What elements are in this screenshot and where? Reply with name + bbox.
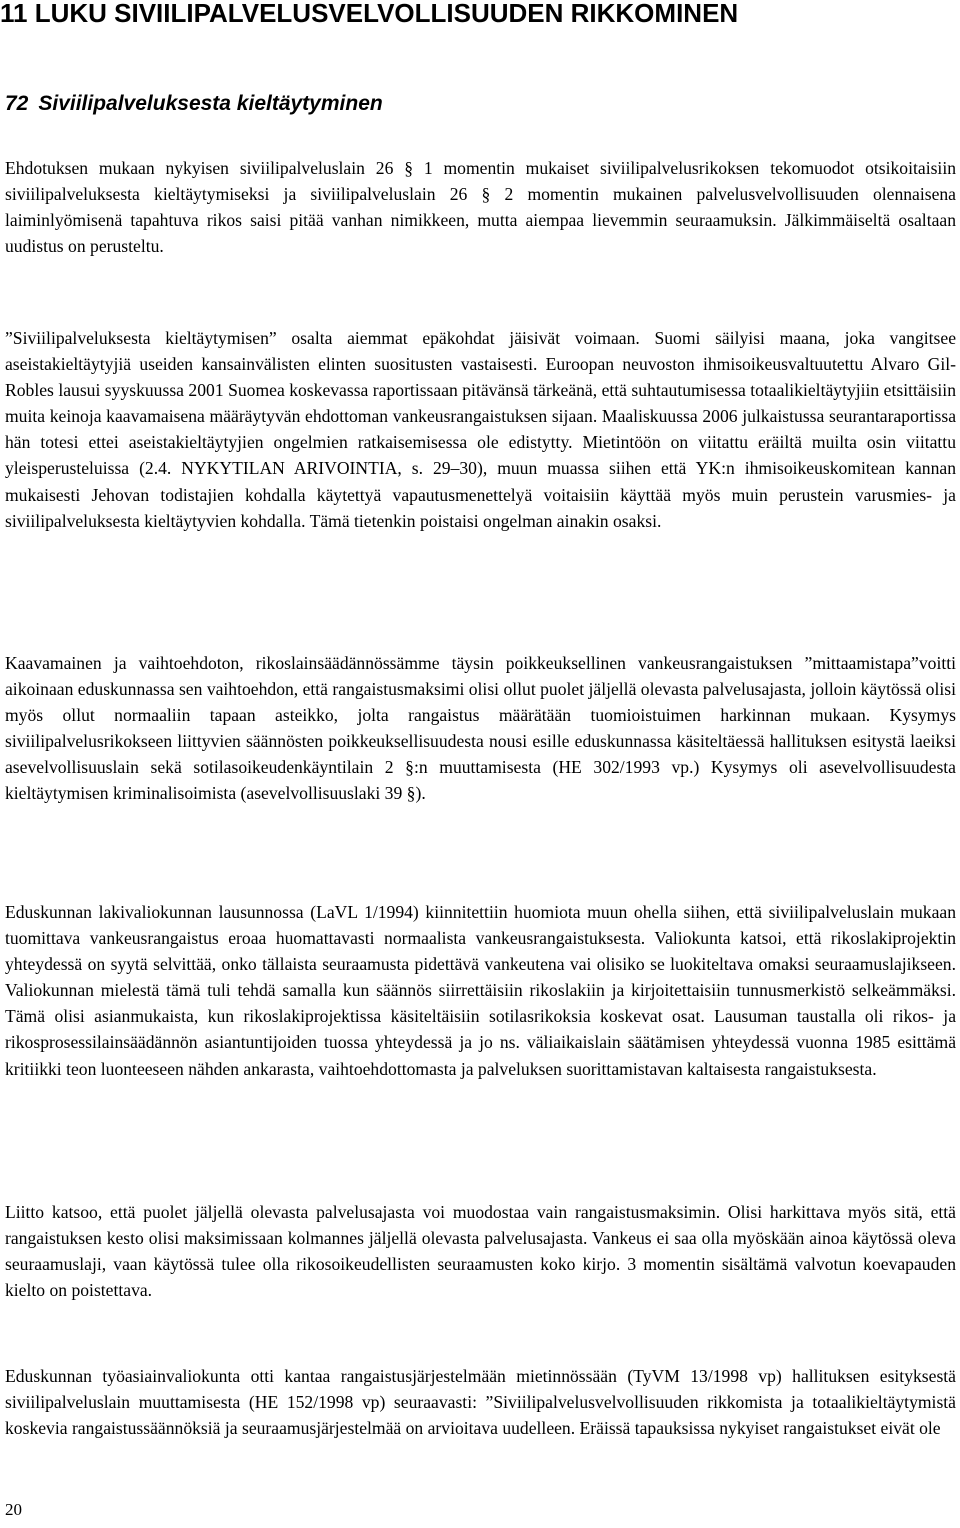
paragraph-5: Liitto katsoo, että puolet jäljellä olevasta palvelusajasta voi muodostaa vain rangaistusmaksimin. Olisi harkittava myös sitä, että rangaistuksen kesto olisi maksimissaan kolmannes jäljellä olevasta palvelusajasta. Vankeus ei saa olla myöskään ainoa käytössä oleva seuraamuslaji, vaan käytössä tulee olla rikosoikeudellisten seuraamusten koko kirjo. 3 momentin sisältämä valvotun koevapauden kielto on poistettava. xyxy=(5,1202,956,1301)
paragraph-4: Eduskunnan lakivaliokunnan lausunnossa (LaVL 1/1994) kiinnitettiin huomiota muun ohella siihen, että siviilipalveluslain mukaan tuomittava vankeusrangaistus eroaa huomattavasti normaalista vankeusrangaistuksesta. Valiokunta katsoi, että rikoslakiprojektin yhteydessä on syytä selvittää, onko tällaista seuraamusta pidettävä vankeutena vai olisiko se luokiteltava omaksi seuraamuslajikseen. Valiokunnan mielestä tämä tuli tehdä samalla kun säännös siirrettäisiin rikoslakiin ja kirjoitettaisiin tunnusmerkistö selkeämmäksi. Tämä olisi asianmukaista, kun rikoslakiprojektissa käsiteltäisiin sotilasrikoksia koskevat osat. Lausuman taustalla oli rikos- ja rikosprosessilainsäädännön asiantuntijoiden tuossa yhteydessä ja jo ns. väliaikaislain säätämisen yhteydessä vuonna 1985 esittämä kritiikki teon luonteeseen nähden ankarasta, vaihtoehdottomasta ja palveluksen suorittamistavan kaltaisesta rangaistuksesta. xyxy=(5,902,956,1079)
paragraph-3: Kaavamainen ja vaihtoehdoton, rikoslainsäädännössämme täysin poikkeuksellinen vankeusrangaistuksen ”mittaamistapa”voitti aikoinaan eduskunnassa sen vaihtoehdon, että rangaistusmaksimi olisi ollut puolet jäljellä olevasta palvelusajasta, jolloin käytössä olisi myös ollut normaaliin tapaan asteikko, jolta rangaistus määrätään tuomioistuimen harkinnan mukaan. Kysymys siviilipalvelusrikokseen liittyvien säännösten poikkeuksellisuudesta nousi esille eduskunnassa käsiteltäessä hallituksen esitystä laeiksi asevelvollisuuslain sekä sotilasoikeudenkäyntilain 2 §:n muuttamisesta (HE 302/1993 vp.) Kysymys oli asevelvollisuudesta kieltäytymisen kriminalisoimista (asevelvollisuuslaki 39 §). xyxy=(5,653,956,804)
section-title: Siviilipalveluksesta kieltäytyminen xyxy=(38,92,383,115)
page-number: 20 xyxy=(5,1500,22,1519)
section-heading xyxy=(5,90,383,118)
chapter-title: 11 LUKU SIVIILIPALVELUSVELVOLLISUUDEN RIKKOMINEN xyxy=(0,0,739,28)
paragraph-1: Ehdotuksen mukaan nykyisen siviilipalveluslain 26 § 1 momentin mukaiset siviilipalvelusrikoksen tekomuodot otsikoitaisiin siviilipalveluksesta kieltäytymiseksi ja siviilipalveluslain 26 § 2 momentin mukainen palvelusvelvollisuuden olennaisena laiminlyömisenä tapahtuva rikos saisi pitää vanhan nimikkeen, mutta aiempaa lievemmin seuraamuksin. Jälkimmäiseltä osaltaan uudistus on perusteltu. xyxy=(5,158,956,257)
paragraph-2: ”Siviilipalveluksesta kieltäytymisen” osalta aiemmat epäkohdat jäisivät voimaan. Suomi säilyisi maana, joka vangitsee aseistakieltäytyjiä useiden kansainvälisten elinten suositusten vastaisesti. Euroopan neuvoston ihmisoikeusvaltuutettu Alvaro Gil-Robles lausui syyskuussa 2001 Suomea koskevassa raportissaan pitävänsä tärkeänä, että suhtautumisessa totaalikieltäytyjiin etsittäisiin muita keinoja kaavamaisena määräytyvän ehdottoman vankeusrangaistuksen sijaan. Maaliskuussa 2006 julkaistussa seurantaraportissa hän totesi ettei aseistakieltäytyjien ongelmien ratkaisemisessa ole edistytty. Mietintöön on viitattu eräiltä muilta osin viitattu yleisperusteluissa (2.4. NYKYTILAN ARIVOINTIA, s. 29–30), muun muassa siihen että YK:n ihmisoikeuskomitean kannan mukaisesti Jehovan todistajien kohdalla käytettyä vapautusmenettelyä voitaisiin käyttää myös muin perustein varusmies- ja siviilipalveluksesta kieltäytyvien kohdalla. Tämä tietenkin poistaisi ongelman ainakin osaksi. xyxy=(5,328,956,531)
section-number: 72 xyxy=(5,92,29,115)
paragraph-6: Eduskunnan työasiainvaliokunta otti kantaa rangaistusjärjestelmään mietinnössään (TyVM 13/1998 vp) hallituksen esityksestä siviilipalveluslain muuttamisesta (HE 152/1998 vp) seuraavasti: ”Siviilipalvelusvelvollisuuden rikkomista ja totaalikieltäytymistä koskevia rangaistussäännöksiä ja seuraamusjärjestelmää on arvioitava uudelleen. Eräissä tapauksissa nykyiset rangaistukset eivät ole xyxy=(5,1366,956,1439)
